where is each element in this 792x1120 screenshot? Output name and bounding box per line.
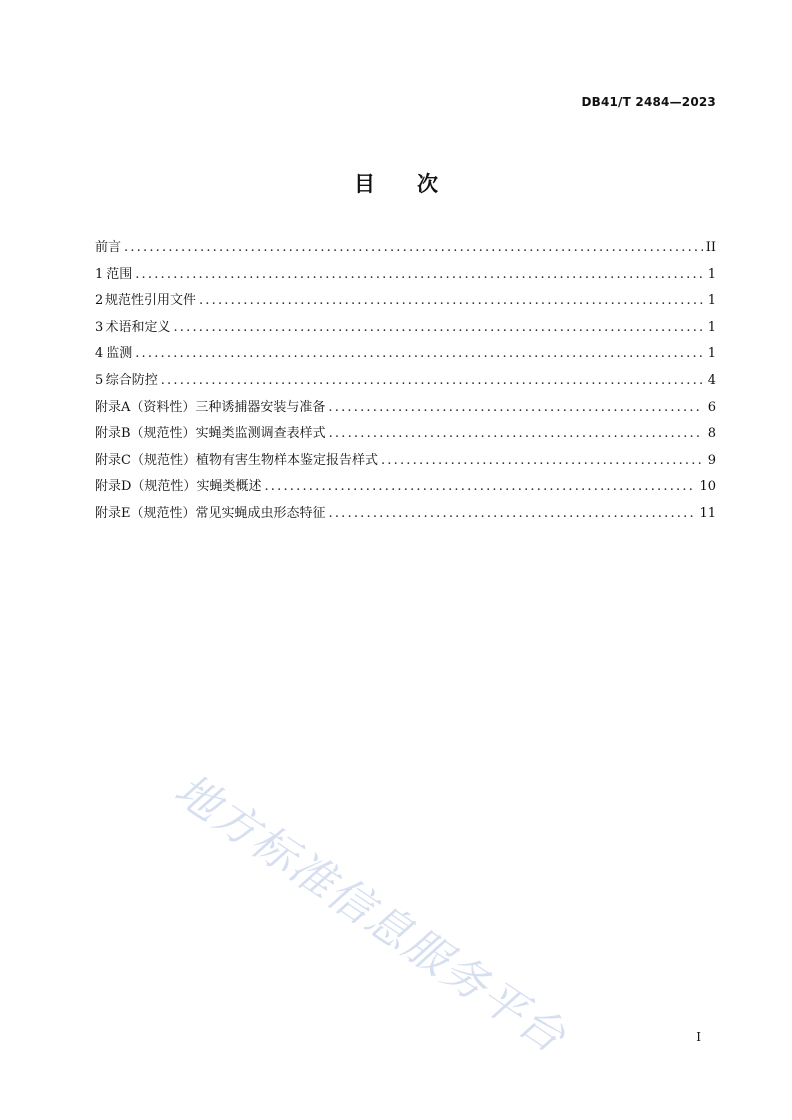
toc-entry-page: 1 — [707, 319, 716, 335]
toc-entry-number: 4 — [95, 346, 104, 362]
toc-entry-title: 实蝇类监测调查表样式 — [195, 426, 326, 442]
toc-entry-scope[interactable] — [95, 263, 716, 290]
toc-entry-appendix-c[interactable] — [95, 449, 716, 476]
toc-dot-leader — [381, 453, 703, 468]
document-code: DB41/T 2484—2023 — [581, 95, 716, 109]
toc-entry-number: 3 — [95, 319, 104, 335]
toc-entry-title: 实蝇类概述 — [196, 479, 262, 495]
toc-entry-number: 2 — [95, 293, 104, 309]
toc-entry-number: 1 — [95, 266, 104, 282]
toc-entry-title: 常见实蝇成虫形态特征 — [195, 505, 326, 521]
toc-entry-page: 1 — [707, 293, 716, 309]
toc-dot-leader — [199, 293, 703, 308]
toc-entry-title: 范围 — [106, 266, 133, 282]
toc-dot-leader — [328, 400, 703, 415]
toc-entry-page: 1 — [707, 266, 716, 282]
page-title: 目 次 — [354, 172, 438, 196]
toc-entry-appendix-a[interactable] — [95, 396, 716, 423]
toc-entry-page: 9 — [707, 452, 716, 468]
toc-entry-title: 前言 — [95, 240, 122, 255]
toc-entry-title: 规范性引用文件 — [104, 293, 196, 309]
toc-entry-title: 植物有害生物样本鉴定报告样式 — [195, 452, 378, 468]
toc-appendix-label: 附录D（规范性） — [95, 479, 197, 495]
toc-entry-title: 综合防控 — [105, 372, 158, 388]
toc-entry-title: 三种诱捕器安装与准备 — [195, 399, 326, 415]
toc-entry-normative-references[interactable] — [95, 289, 716, 316]
toc-entry-page: 11 — [699, 505, 716, 521]
toc-entry-monitoring[interactable] — [95, 342, 716, 369]
toc-appendix-label: 附录B（规范性） — [95, 426, 196, 442]
toc-entry-number: 5 — [95, 372, 104, 388]
toc-entry-integrated-control[interactable] — [95, 369, 716, 396]
toc-appendix-label: 附录A（资料性） — [95, 399, 196, 415]
table-of-contents — [95, 236, 716, 529]
toc-entry-page: 10 — [699, 479, 716, 495]
toc-entry-page: 8 — [707, 426, 716, 442]
toc-appendix-label: 附录C（规范性） — [95, 452, 196, 468]
toc-dot-leader — [161, 373, 703, 388]
toc-dot-leader — [135, 346, 703, 361]
toc-entry-appendix-d[interactable] — [95, 475, 716, 502]
watermark: 地方标准信息服务平台 — [165, 764, 576, 1064]
toc-entry-page: 4 — [707, 372, 716, 388]
toc-appendix-label: 附录E（规范性） — [95, 505, 196, 521]
toc-entry-title: 监测 — [106, 346, 133, 362]
toc-entry-terms-definitions[interactable] — [95, 316, 716, 343]
toc-entry-page: II — [705, 240, 716, 255]
toc-dot-leader — [264, 479, 696, 494]
toc-dot-leader — [135, 267, 703, 282]
toc-entry-title: 术语和定义 — [105, 319, 171, 335]
page-number: I — [696, 1030, 701, 1044]
toc-entry-page: 6 — [707, 399, 716, 415]
toc-dot-leader — [124, 240, 703, 255]
toc-dot-leader — [329, 506, 697, 521]
toc-dot-leader — [173, 320, 703, 335]
toc-entry-appendix-b[interactable] — [95, 422, 716, 449]
toc-entry-appendix-e[interactable] — [95, 502, 716, 529]
toc-entry-foreword[interactable] — [95, 236, 716, 263]
toc-dot-leader — [329, 426, 703, 441]
toc-entry-page: 1 — [707, 346, 716, 362]
